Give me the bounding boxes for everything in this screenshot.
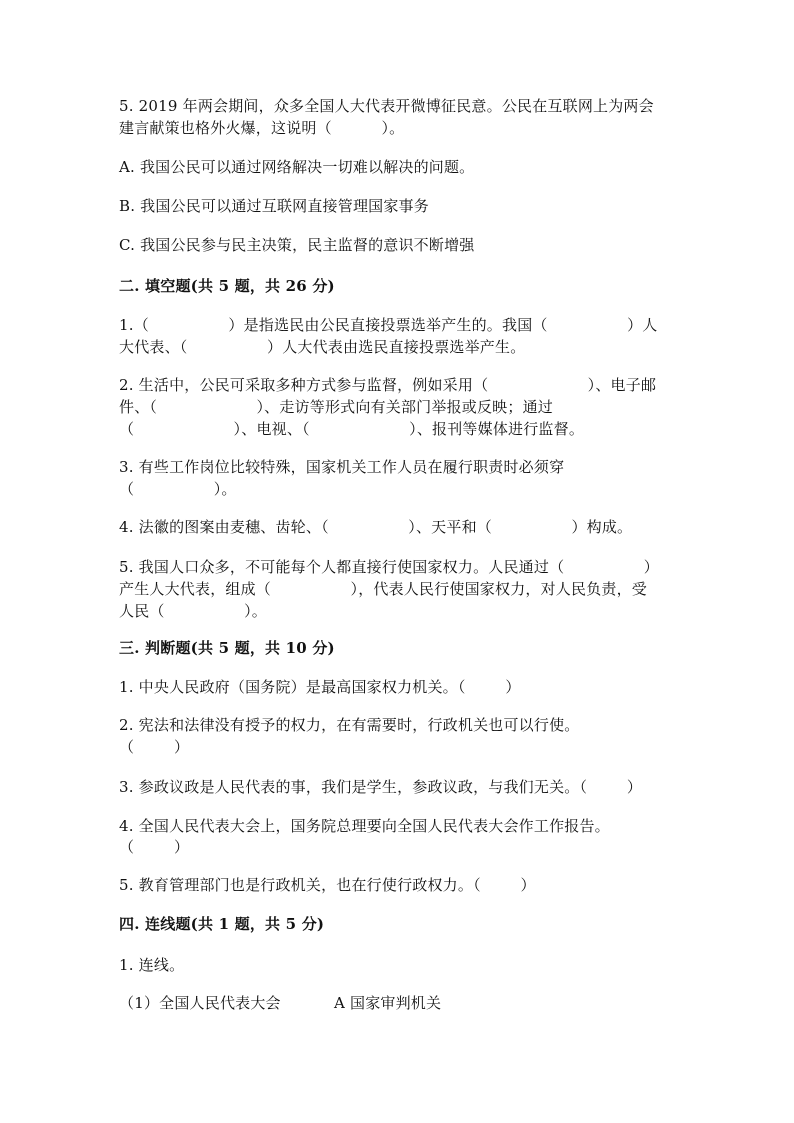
fill-q3-line2: （ ）。 [119, 480, 237, 498]
judge-q1: 1. 中央人民政府（国务院）是最高国家权力机关。（ ） [119, 678, 521, 696]
fill-q3-line1: 3. 有些工作岗位比较特殊，国家机关工作人员在履行职责时必须穿 [119, 458, 565, 476]
mc-q5-option-a: A. 我国公民可以通过网络解决一切难以解决的问题。 [119, 158, 475, 176]
fill-q2-line1: 2. 生活中，公民可采取多种方式参与监督，例如采用（ ）、电子邮 [119, 376, 657, 394]
judge-q3: 3. 参政议政是人民代表的事，我们是学生，参政议政，与我们无关。（ ） [119, 778, 643, 796]
fill-q5-line3: 人民（ ）。 [119, 602, 267, 620]
judge-q4-line2: （ ） [119, 838, 190, 856]
mc-q5-option-c: C. 我国公民参与民主决策，民主监督的意识不断增强 [119, 236, 475, 254]
fill-q4-line1: 4. 法徽的图案由麦穗、齿轮、（ ）、天平和（ ）构成。 [119, 518, 633, 536]
fill-q2-line2: 件、（ ）、走访等形式向有关部门举报或反映；通过 [119, 398, 553, 416]
match-item1-right: A 国家审判机关 [334, 994, 442, 1012]
section-heading-fill-blank: 二. 填空题(共 5 题，共 26 分) [119, 277, 335, 295]
fill-q5-line1: 5. 我国人口众多，不可能每个人都直接行使国家权力。人民通过（ ） [119, 558, 659, 576]
mc-q5-stem-line2: 建言献策也格外火爆，这说明（ ）。 [119, 119, 405, 137]
section-heading-matching: 四. 连线题(共 1 题，共 5 分) [119, 915, 325, 933]
fill-q2-line3: （ ）、电视、（ ）、报刊等媒体进行监督。 [119, 420, 585, 438]
match-item1-left: （1）全国人民代表大会 [119, 994, 281, 1012]
fill-q1-line1: 1.（ ）是指选民由公民直接投票选举产生的。我国（ ）人 [119, 316, 658, 334]
judge-q2-line1: 2. 宪法和法律没有授予的权力，在有需要时，行政机关也可以行使。 [119, 716, 580, 734]
fill-q1-line2: 大代表、（ ）人大代表由选民直接投票选举产生。 [119, 338, 526, 356]
judge-q2-line2: （ ） [119, 738, 190, 756]
mc-q5-stem-line1: 5. 2019 年两会期间，众多全国人大代表开微博征民意。公民在互联网上为两会 [119, 97, 654, 115]
match-q1: 1. 连线。 [119, 956, 185, 974]
mc-q5-option-b: B. 我国公民可以通过互联网直接管理国家事务 [119, 197, 429, 215]
section-heading-judgement: 三. 判断题(共 5 题，共 10 分) [119, 639, 335, 657]
judge-q4-line1: 4. 全国人民代表大会上，国务院总理要向全国人民代表大会作工作报告。 [119, 817, 610, 835]
judge-q5: 5. 教育管理部门也是行政机关，也在行使行政权力。（ ） [119, 876, 536, 894]
fill-q5-line2: 产生人大代表，组成（ ），代表人民行使国家权力，对人民负责，受 [119, 580, 647, 598]
